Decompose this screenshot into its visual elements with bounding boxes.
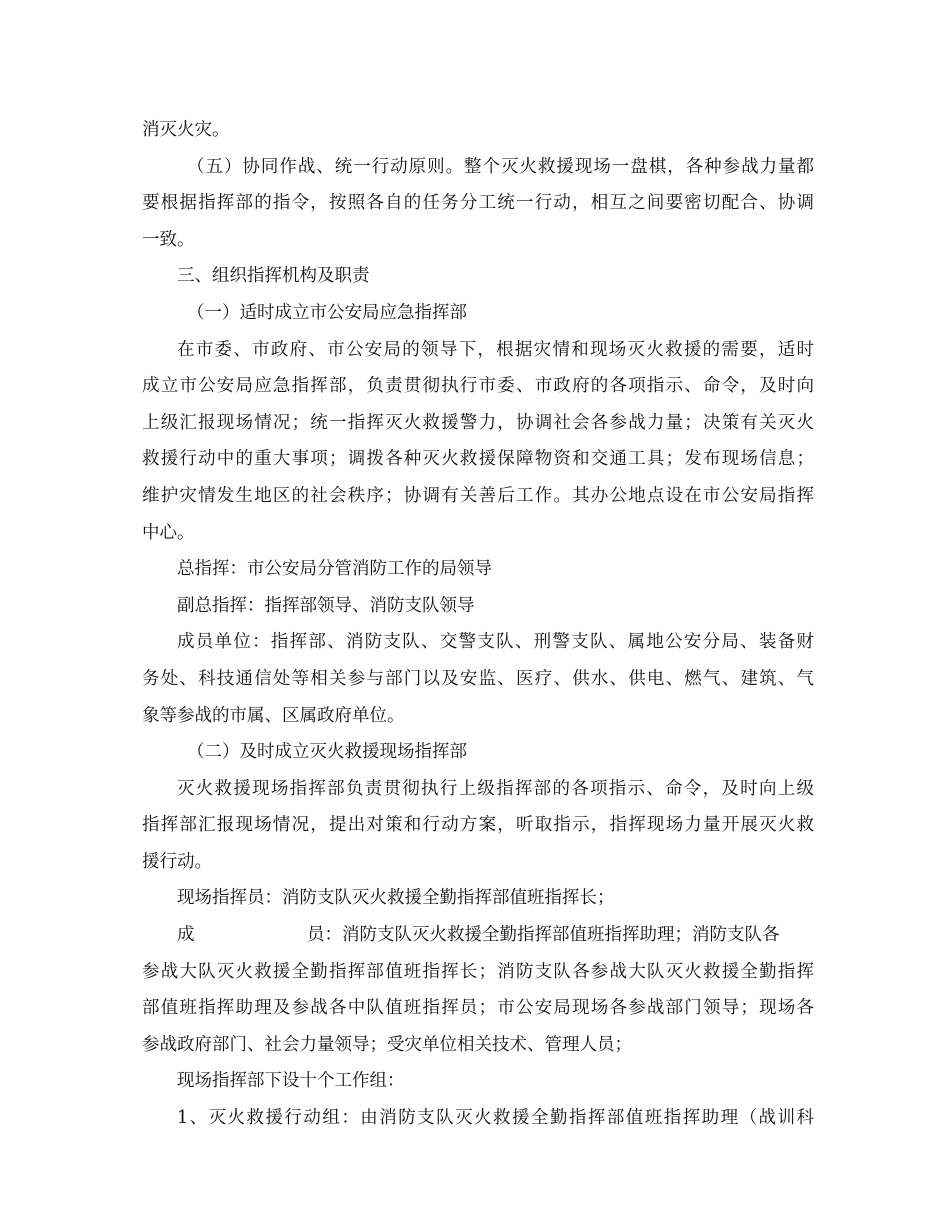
text-line: 象等参战的市属、区属政府单位。 <box>142 705 405 726</box>
text-line: 现场指挥部下设十个工作组： <box>177 1071 405 1092</box>
text-line: 中心。 <box>142 522 195 543</box>
text-line: 现场指挥员：消防支队灭火救援全勤指挥部值班指挥长； <box>177 888 615 909</box>
text-line: 副总指挥：指挥部领导、消防支队领导 <box>177 595 475 616</box>
text-line: 参战政府部门、社会力量领导；受灾单位相关技术、管理人员； <box>142 1034 632 1055</box>
text-line: 维护灾情发生地区的社会秩序；协调有关善后工作。其办公地点设在市公安局指挥 <box>142 485 814 506</box>
text-line: 消灭火灾。 <box>142 120 230 140</box>
text-line: 一致。 <box>142 229 195 250</box>
text-line: 救援行动中的重大事项；调拨各种灭火救援保障物资和交通工具；发布现场信息； <box>142 449 814 470</box>
text-line: 成立市公安局应急指挥部，负责贯彻执行市委、市政府的各项指示、命令，及时向 <box>142 376 814 397</box>
text-line: 援行动。 <box>142 851 212 872</box>
members-text: 员：消防支队灭火救援全勤指挥部值班指挥助理；消防支队各 <box>307 925 780 946</box>
text-line: 参战大队灭火救援全勤指挥部值班指挥长；消防支队各参战大队灭火救援全勤指挥 <box>142 961 814 982</box>
text-line: 成员单位：指挥部、消防支队、交警支队、刑警支队、属地公安分局、装备财 <box>177 632 814 653</box>
text-line: 1、灭火救援行动组：由消防支队灭火救援全勤指挥部值班指挥助理（战训科 <box>177 1108 814 1129</box>
text-line: 务处、科技通信处等相关参与部门以及安监、医疗、供水、供电、燃气、建筑、气 <box>142 668 814 689</box>
text-line: 灭火救援现场指挥部负责贯彻执行上级指挥部的各项指示、命令，及时向上级 <box>177 778 814 799</box>
text-line: 指挥部汇报现场情况，提出对策和行动方案，听取指示，指挥现场力量开展灭火救 <box>142 815 814 836</box>
members-line <box>142 917 814 954</box>
subsection-heading: （一）适时成立市公安局应急指挥部 <box>187 302 467 323</box>
text-line: 要根据指挥部的指令，按照各自的任务分工统一行动，相互之间要密切配合、协调 <box>142 193 814 214</box>
subsection-heading: （二）及时成立灭火救援现场指挥部 <box>187 742 467 763</box>
section-heading: 三、组织指挥机构及职责 <box>177 266 370 287</box>
text-line: 部值班指挥助理及参战各中队值班指挥员；市公安局现场各参战部门领导；现场各 <box>142 998 814 1019</box>
document-page <box>142 112 814 1137</box>
members-label: 成 <box>177 925 195 946</box>
text-line: 上级汇报现场情况；统一指挥灭火救援警力，协调社会各参战力量；决策有关灭火 <box>142 412 814 433</box>
text-line: 总指挥：市公安局分管消防工作的局领导 <box>177 559 492 580</box>
text-line: （五）协同作战、统一行动原则。整个灭火救援现场一盘棋，各种参战力量都 <box>187 156 814 177</box>
text-line: 在市委、市政府、市公安局的领导下，根据灾情和现场灭火救援的需要，适时 <box>177 339 814 360</box>
